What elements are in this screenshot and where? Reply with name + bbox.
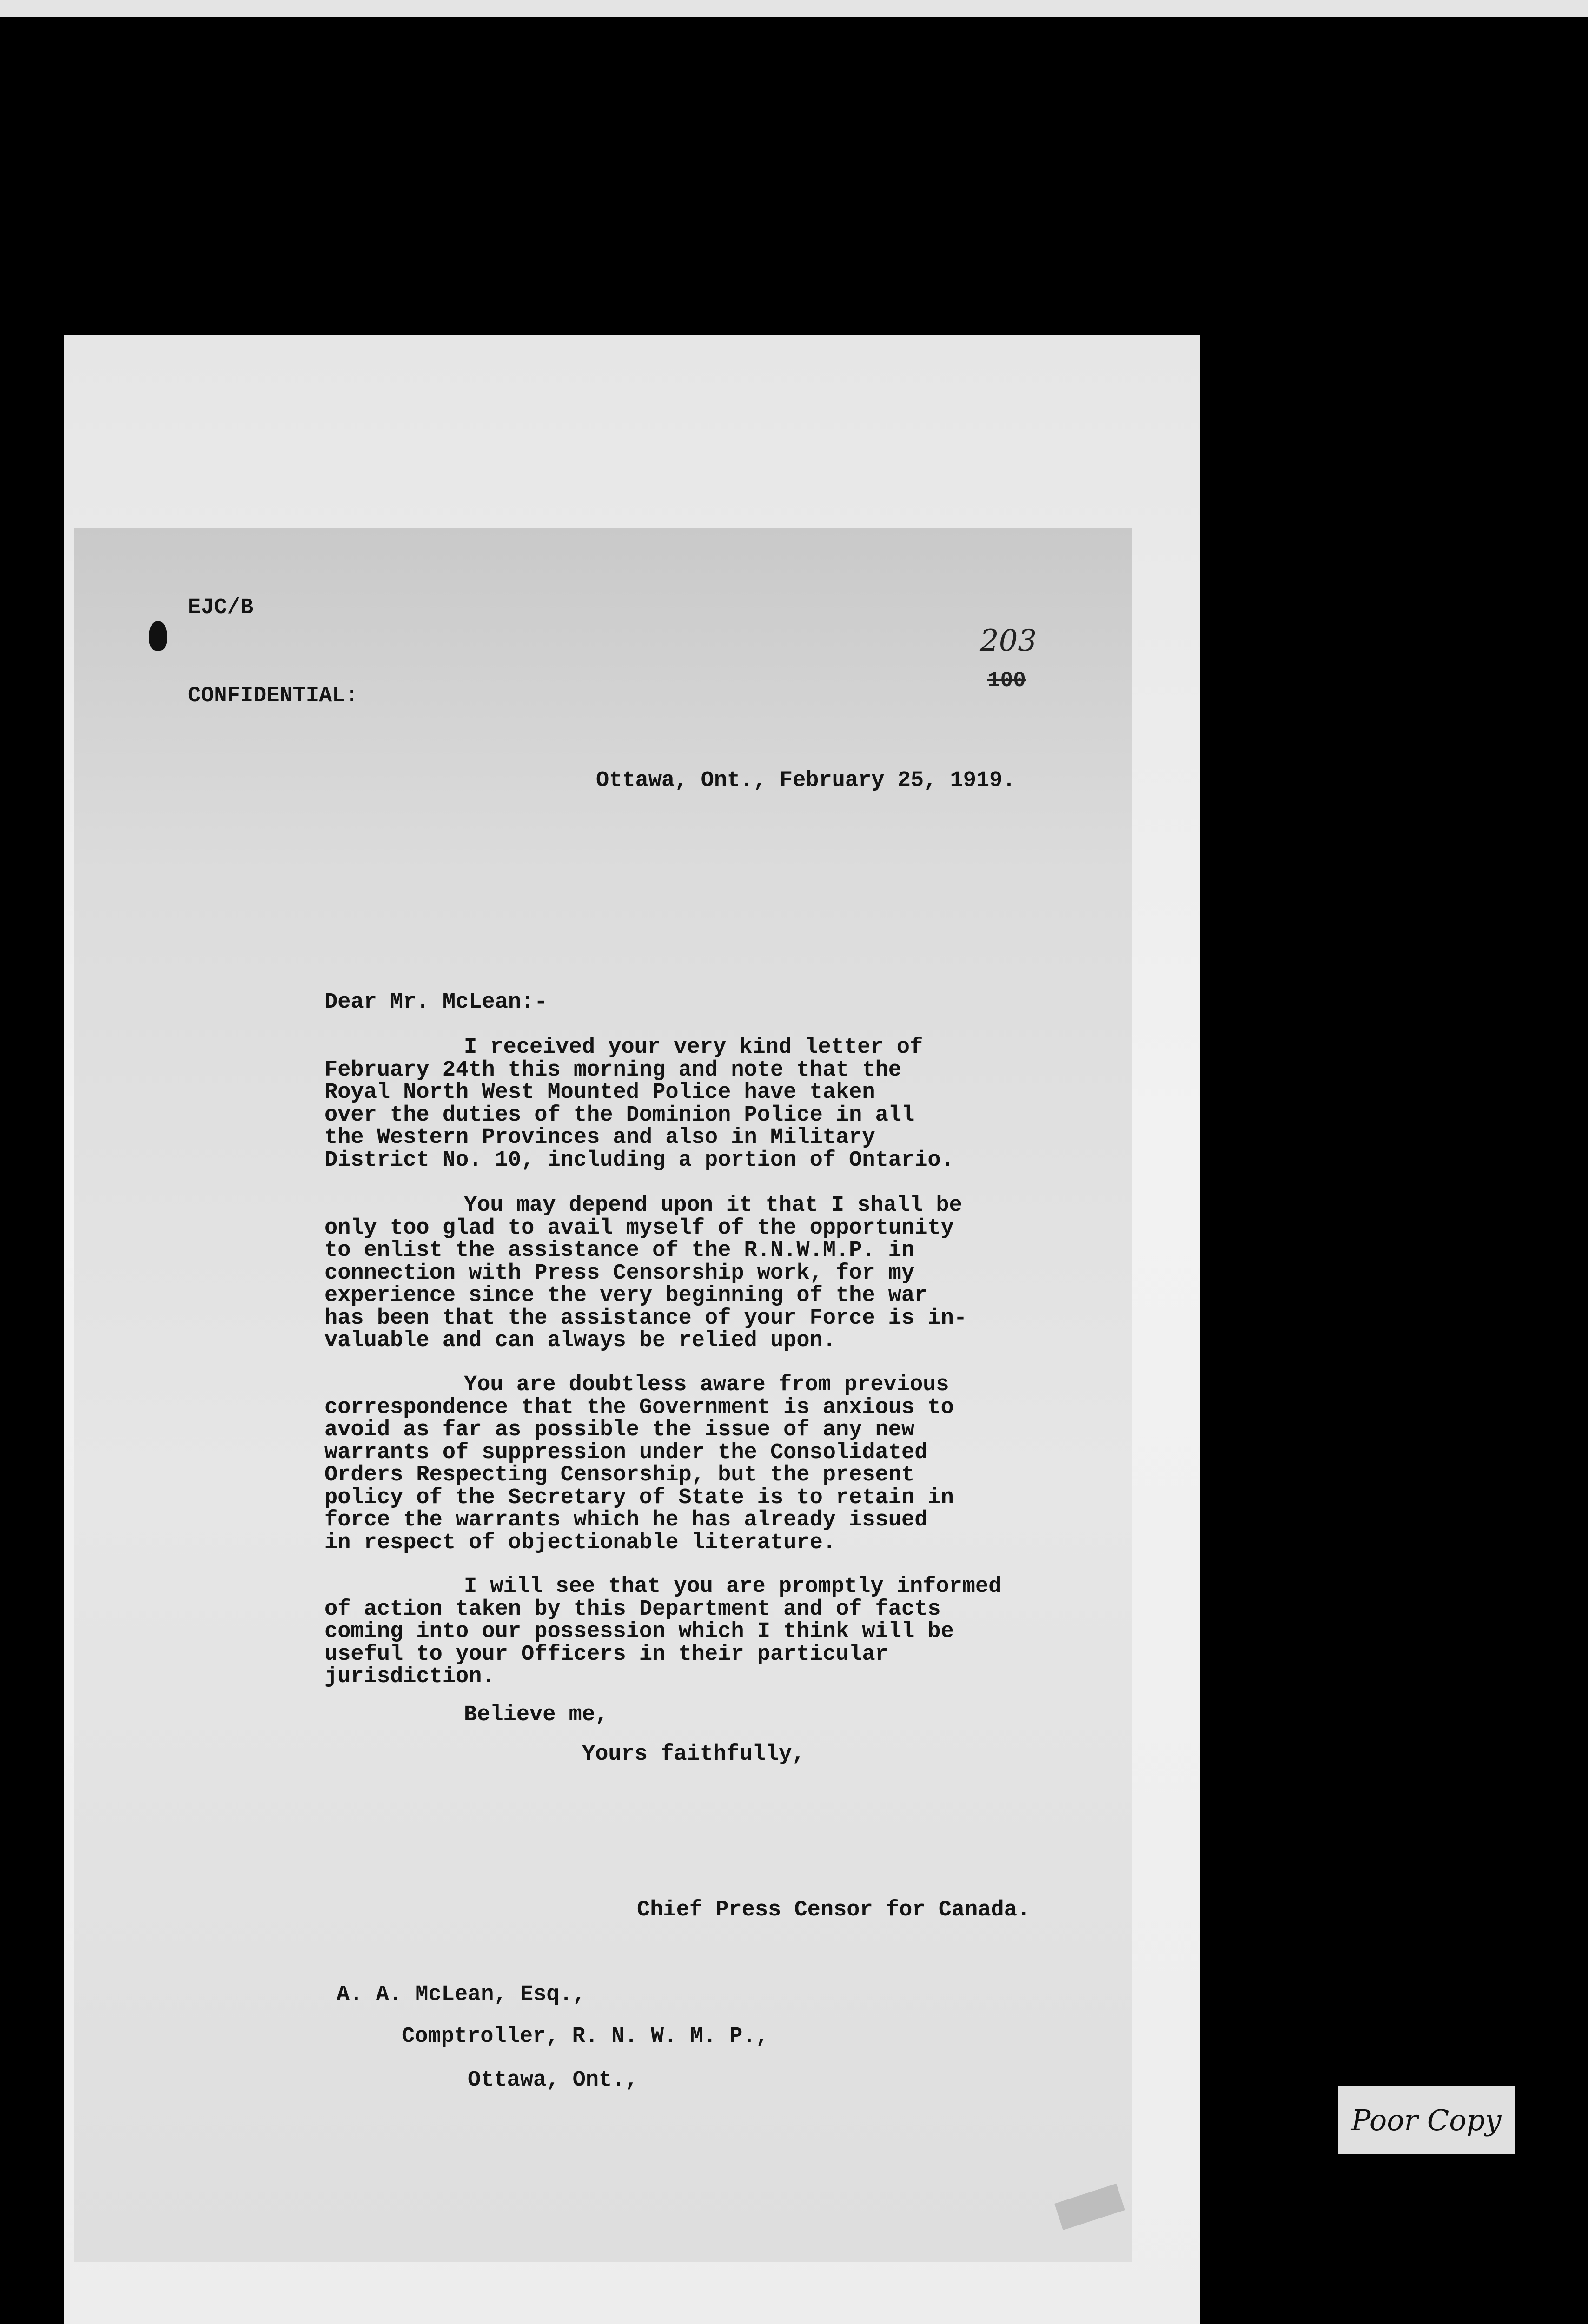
stamped-page-number: 100 [987, 668, 1026, 693]
paragraph-3: You are doubtless aware from previous correspondence that the Government is anxious to avoid as far as possible the issue of any new warrants of suppression under the Consolidated Orders Respecting Censorship, but the present policy of the Secretary of State is to retain in force the warrants which he has already issued in respect of objectionable literature. [324, 1373, 954, 1555]
signature-title: Chief Press Censor for Canada. [637, 1898, 1031, 1922]
poor-copy-note: Poor Copy [1338, 2086, 1515, 2154]
paragraph-4: I will see that you are promptly informed of action taken by this Department and of facts coming into our possession which I think will be useful to your Officers in their particular jurisdiction. [324, 1574, 1002, 1689]
addressee-city: Ottawa, Ont., [468, 2068, 638, 2093]
letter-page [74, 528, 1132, 2262]
addressee-name: A. A. McLean, Esq., [337, 1982, 586, 2007]
reference-code: EJC/B [188, 595, 254, 620]
punch-hole [149, 621, 167, 651]
paragraph-1: I received your very kind letter of February 24th this morning and note that the Royal North West Mounted Police have taken over the duties of the Dominion Police in all the Western Provinces and also in Military District No. 10, including a portion of Ontario. [324, 1035, 954, 1173]
scan-top-strip [0, 0, 1588, 17]
paragraph-2: You may depend upon it that I shall be only too glad to avail myself of the opportunity to enlist the assistance of the R.N.W.M.P. in connection with Press Censorship work, for my experience since the very beginning of the war has been that the assistance of your Force is in- valuable and can always be relied upon. [324, 1193, 967, 1353]
closing-believe-me: Believe me, [464, 1703, 609, 1727]
addressee-title: Comptroller, R. N. W. M. P., [402, 2024, 769, 2049]
classification-heading: CONFIDENTIAL: [188, 684, 358, 708]
dateline: Ottawa, Ont., February 25, 1919. [596, 768, 1016, 793]
handwritten-page-number: 203 [980, 624, 1037, 658]
salutation: Dear Mr. McLean:- [324, 990, 548, 1015]
closing-yours-faithfully: Yours faithfully, [582, 1742, 805, 1767]
